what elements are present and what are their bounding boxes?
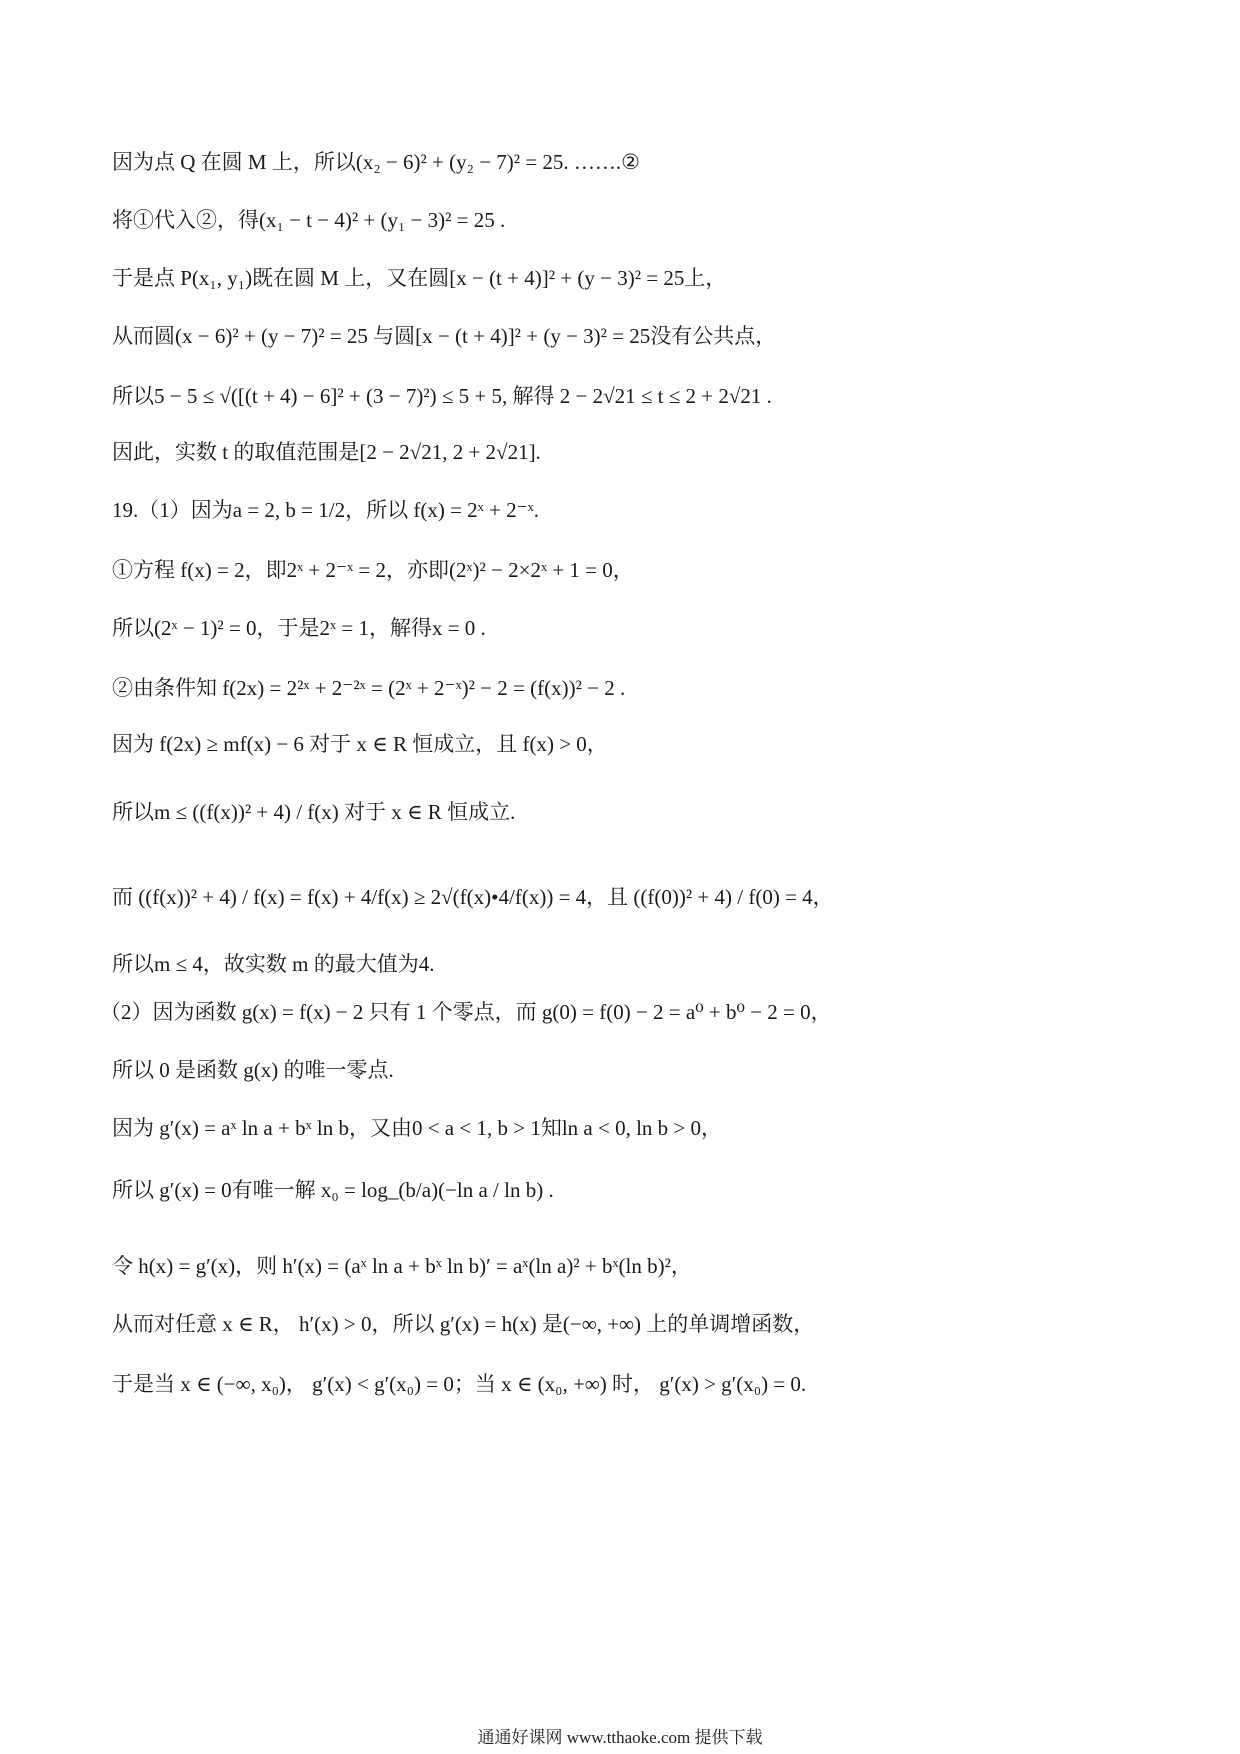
text-line-4: 从而圆(x − 6)² + (y − 7)² = 25 与圆[x − (t + 4)]² + (y − 3)² = 25没有公共点， — [112, 324, 777, 348]
text-line-8: ①方程 f(x) = 2，即2ˣ + 2⁻ˣ = 2，亦即(2ˣ)² − 2×2ˣ + 1 = 0， — [112, 558, 634, 582]
text-line-21: 于是当 x ∈ (−∞, x₀)， g′(x) < g′(x₀) = 0；当 x ∈ (x₀, +∞) 时， g′(x) > g′(x₀) = 0. — [112, 1372, 807, 1396]
text-line-19: 令 h(x) = g′(x)，则 h′(x) = (aˣ ln a + bˣ ln b)′ = aˣ(ln a)² + bˣ(ln b)²， — [112, 1254, 692, 1278]
text-line-7: 19.（1）因为a = 2, b = 1/2，所以 f(x) = 2ˣ + 2⁻ˣ. — [112, 498, 539, 522]
text-line-14: 所以m ≤ 4，故实数 m 的最大值为4. — [112, 952, 435, 976]
text-line-2: 将①代入②，得(x₁ − t − 4)² + (y₁ − 3)² = 25 . — [112, 208, 506, 232]
text-line-16: 所以 0 是函数 g(x) 的唯一零点. — [112, 1058, 394, 1082]
text-line-13: 而 ((f(x))² + 4) / f(x) = f(x) + 4/f(x) ≥ 2√(f(x)•4/f(x)) = 4，且 ((f(0))² + 4) / f(0) = 4， — [112, 885, 834, 909]
text-line-11: 因为 f(2x) ≥ mf(x) − 6 对于 x ∈ R 恒成立，且 f(x) > 0， — [112, 732, 608, 756]
text-line-5: 所以5 − 5 ≤ √([(t + 4) − 6]² + (3 − 7)²) ≤ 5 + 5, 解得 2 − 2√21 ≤ t ≤ 2 + 2√21 . — [112, 384, 772, 408]
text-line-18: 所以 g′(x) = 0有唯一解 x₀ = log_(b/a)(−ln a / ln b) . — [112, 1178, 554, 1202]
text-line-1: 因为点 Q 在圆 M 上，所以(x₂ − 6)² + (y₂ − 7)² = 25. …….② — [112, 150, 640, 174]
text-line-15: （2）因为函数 g(x) = f(x) − 2 只有 1 个零点，而 g(0) = f(0) − 2 = a⁰ + b⁰ − 2 = 0， — [100, 1000, 832, 1024]
text-line-6: 因此，实数 t 的取值范围是[2 − 2√21, 2 + 2√21]. — [112, 440, 541, 464]
text-line-12: 所以m ≤ ((f(x))² + 4) / f(x) 对于 x ∈ R 恒成立. — [112, 800, 516, 824]
text-line-3: 于是点 P(x₁, y₁)既在圆 M 上，又在圆[x − (t + 4)]² + (y − 3)² = 25上， — [112, 266, 727, 290]
page-footer: 通通好课网 www.tthaoke.com 提供下载 — [477, 1728, 763, 1747]
text-line-20: 从而对任意 x ∈ R， h′(x) > 0，所以 g′(x) = h(x) 是(−∞, +∞) 上的单调增函数， — [112, 1312, 815, 1336]
text-line-10: ②由条件知 f(2x) = 2²ˣ + 2⁻²ˣ = (2ˣ + 2⁻ˣ)² − 2 = (f(x))² − 2 . — [112, 676, 626, 700]
text-line-17: 因为 g′(x) = aˣ ln a + bˣ ln b，又由0 < a < 1, b > 1知ln a < 0, ln b > 0， — [112, 1116, 722, 1140]
text-line-9: 所以(2ˣ − 1)² = 0，于是2ˣ = 1，解得x = 0 . — [112, 616, 486, 640]
